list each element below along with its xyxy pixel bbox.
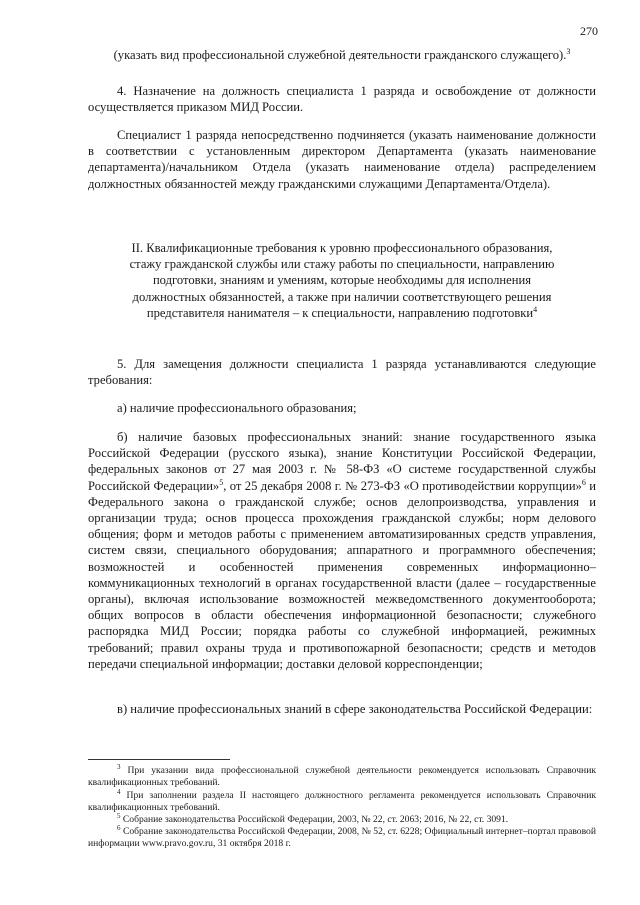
footnote-3-num: 3 (117, 762, 121, 771)
footnote-3-text: При указании вида профессиональной служебной деятельности рекомендуется использовать Справочник квалификационных требований. (88, 765, 596, 789)
footnote-ref-6: 6 (581, 477, 586, 487)
footnote-4-num: 4 (117, 787, 121, 796)
paragraph-5b (88, 429, 596, 672)
footnote-4 (88, 787, 596, 815)
paragraph-5b-part1: б) наличие базовых профессиональных знаний: знание государственного языка Российской Федерации (русского языка), знание Конституции Российской Федерации, федеральных законов от 27 мая 2003 г. № 58-ФЗ «О системе государственной службы Российской Федерации» (88, 430, 596, 493)
paragraph-5b-part3: и Федерального закона о гражданской службе; основ делопроизводства, управления и организации труда; основ процесса прохождения гражданской службы; норм делового общения; форм и методов работы с применением автоматизированных средств управления, систем связи, специального оборудования; аппаратного и программного обеспечения; возможностей и особенностей применения современных информационно–коммуникационных технологий в органах государственной власти (далее – государственные органы), включая использование возможностей межведомственного документооборота; общих вопросов в области обеспечения информационной безопасности; служебного распорядка МИД России; порядка работы со служебной информацией, режимных требований; правил охраны труда и противопожарной безопасности; средств и методов передачи специальной информации; доставки деловой корреспонденции; (88, 478, 596, 671)
footnote-ref-4: 4 (533, 304, 538, 314)
paragraph-5b-part2: , от 25 декабря 2008 г. № 273-ФЗ «О противодействии коррупции» (223, 478, 582, 493)
footnote-ref-5: 5 (219, 477, 224, 487)
page-number: 270 (580, 24, 598, 38)
footnote-4-text: При заполнении раздела II настоящего должностного регламента рекомендуется использовать Справочник квалификационных требований. (88, 790, 596, 814)
footnote-5-text: Собрание законодательства Российской Федерации, 2003, № 22, ст. 2063; 2016, № 22, ст. 3091. (122, 814, 509, 825)
paragraph-5a: а) наличие профессионального образования; (117, 401, 357, 415)
paragraph-5: 5. Для замещения должности специалиста 1 разряда устанавливаются следующие требования: (88, 357, 596, 388)
paragraph-subordination: Специалист 1 разряда непосредственно подчиняется (указать наименование должности в соответствии с установленным директором Департамента (указать наименование департамента)/начальником Отдела (указать наименование отдела) распределением должностных обязанностей между гражданскими служащими Департамента/Отдела). (88, 128, 596, 191)
footnote-5 (88, 811, 596, 826)
footnote-6-num: 6 (117, 823, 121, 832)
footnote-3 (88, 762, 596, 790)
section-heading-text: II. Квалификационные требования к уровню профессионального образования, стажу гражданской службы или стажу работы по специальности, направлению подготовки, знаниям и умениям, которые необходимы для исполнения должностных обязанностей, а также при наличии соответствующего решения представителя нанимателя – к специальности, направлению подготовки (129, 241, 555, 320)
paragraph-activity-type (88, 47, 596, 63)
footnote-6-text: Собрание законодательства Российской Федерации, 2008, № 52, ст. 6228; Официальный интернет–портал правовой информации www.pravo.gov.ru, 31 октября 2018 г. (88, 826, 596, 850)
footnote-ref-3: 3 (566, 46, 571, 56)
paragraph-5c: в) наличие профессиональных знаний в сфере законодательства Российской Федерации: (117, 702, 593, 716)
paragraph-activity-type-text: (указать вид профессиональной служебной деятельности гражданского служащего). (113, 48, 567, 62)
footnote-6 (88, 823, 596, 851)
section-heading (128, 240, 556, 321)
paragraph-4: 4. Назначение на должность специалиста 1 разряда и освобождение от должности осуществляется приказом МИД России. (88, 84, 596, 115)
footnote-5-num: 5 (117, 811, 121, 820)
footnote-divider (88, 759, 230, 760)
